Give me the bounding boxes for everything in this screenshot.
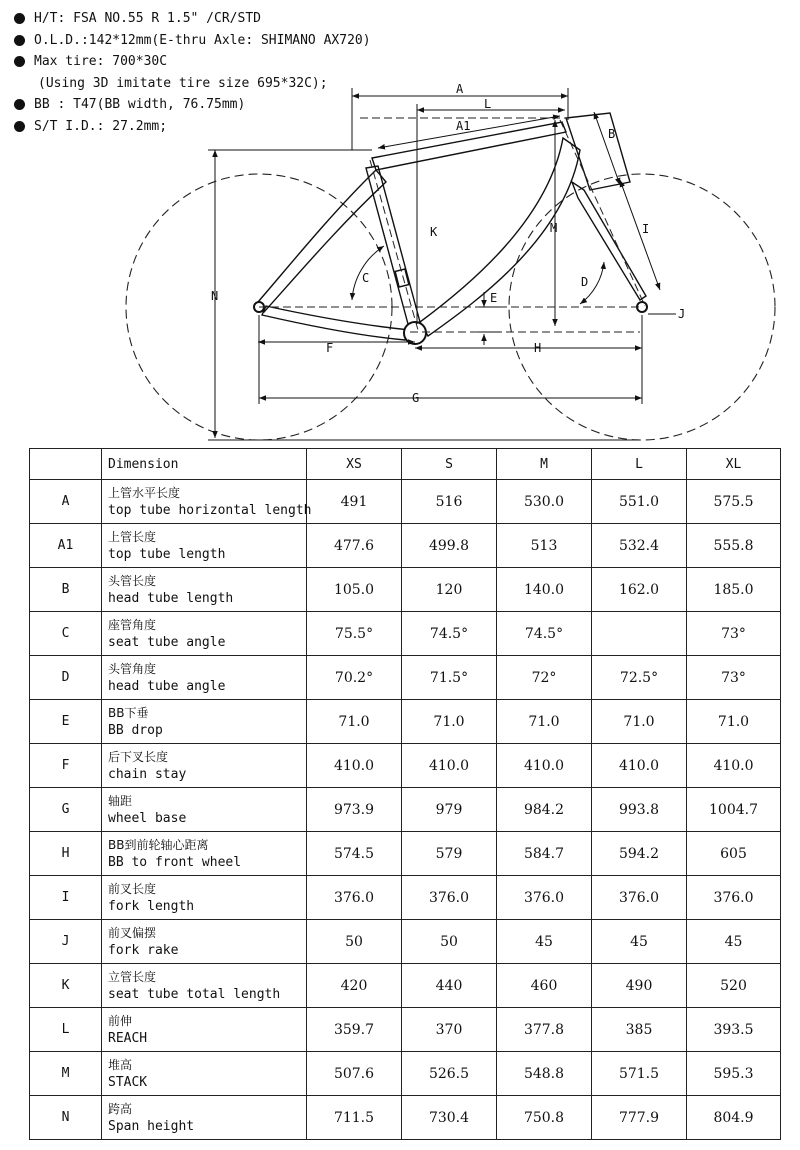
size-value: 516 — [402, 480, 497, 524]
dimension-code: N — [30, 1096, 102, 1140]
dimension-name-en: REACH — [108, 1030, 148, 1046]
label-C: C — [362, 271, 370, 285]
size-value: 120 — [402, 568, 497, 612]
bike-frame — [258, 113, 646, 340]
dimension-name-en: seat tube total length — [108, 986, 281, 1002]
size-value: 377.8 — [497, 1008, 592, 1052]
dimension-code: I — [30, 876, 102, 920]
size-value: 548.8 — [497, 1052, 592, 1096]
size-value: 45 — [592, 920, 687, 964]
dimension-name-zh: 前叉偏摆 — [108, 925, 157, 940]
dimension-code: A — [30, 480, 102, 524]
size-value: 979 — [402, 788, 497, 832]
size-value: 574.5 — [307, 832, 402, 876]
size-value: 993.8 — [592, 788, 687, 832]
size-value: 491 — [307, 480, 402, 524]
size-value: 185.0 — [687, 568, 781, 612]
dimension-code: K — [30, 964, 102, 1008]
size-value: 410.0 — [402, 744, 497, 788]
size-value: 393.5 — [687, 1008, 781, 1052]
size-value: 730.4 — [402, 1096, 497, 1140]
label-N: N — [211, 289, 219, 303]
dimension-code: A1 — [30, 524, 102, 568]
size-value: 555.8 — [687, 524, 781, 568]
size-value: 50 — [307, 920, 402, 964]
label-A1: A1 — [456, 119, 471, 133]
bottom-bracket — [404, 322, 426, 344]
size-value: 71.0 — [687, 700, 781, 744]
label-F: F — [326, 341, 334, 355]
size-value: 74.5° — [497, 612, 592, 656]
size-value: 162.0 — [592, 568, 687, 612]
size-value: 420 — [307, 964, 402, 1008]
dimension-name-en: wheel base — [108, 810, 187, 826]
label-J: J — [678, 307, 686, 321]
spec-text: (Using 3D imitate tire size 695*32C); — [38, 75, 328, 91]
header-cell — [30, 449, 102, 480]
size-value: 551.0 — [592, 480, 687, 524]
header-cell: Dimension — [102, 449, 307, 480]
dimension-name — [102, 920, 307, 964]
size-value: 140.0 — [497, 568, 592, 612]
dimension-name-en: BB to front wheel — [108, 854, 242, 870]
size-value: 410.0 — [687, 744, 781, 788]
size-value: 376.0 — [307, 876, 402, 920]
size-value: 490 — [592, 964, 687, 1008]
dimension-name — [102, 480, 312, 524]
dimension-code: J — [30, 920, 102, 964]
size-value: 376.0 — [687, 876, 781, 920]
dimension-name — [102, 524, 307, 568]
dimension-code: E — [30, 700, 102, 744]
dimension-name-zh: 立管长度 — [108, 969, 157, 984]
table-row — [30, 876, 781, 920]
dimension-name-en: head tube angle — [108, 678, 226, 694]
dimension-name-zh: 前叉长度 — [108, 881, 157, 896]
dimension-code: D — [30, 656, 102, 700]
dimension-name-en: fork rake — [108, 942, 179, 958]
dimension-name-zh: 轴距 — [108, 793, 133, 808]
dimension-name-zh: 后下叉长度 — [108, 749, 169, 764]
size-value: 594.2 — [592, 832, 687, 876]
dimension-lines — [208, 88, 676, 440]
dimension-code: L — [30, 1008, 102, 1052]
size-value: 530.0 — [497, 480, 592, 524]
size-value: 507.6 — [307, 1052, 402, 1096]
size-value: 579 — [402, 832, 497, 876]
size-value: 804.9 — [687, 1096, 781, 1140]
size-value: 440 — [402, 964, 497, 1008]
label-G: G — [412, 391, 420, 405]
size-value: 513 — [497, 524, 592, 568]
dimension-name-en: STACK — [108, 1074, 148, 1090]
size-value: 526.5 — [402, 1052, 497, 1096]
dimension-labels — [211, 82, 685, 405]
dimension-code: H — [30, 832, 102, 876]
size-value: 73° — [687, 612, 781, 656]
size-value: 410.0 — [592, 744, 687, 788]
size-value: 477.6 — [307, 524, 402, 568]
spec-text: O.L.D.:142*12mm(E-thru Axle: SHIMANO AX720) — [34, 32, 371, 48]
table-row — [30, 832, 781, 876]
table-row — [30, 744, 781, 788]
size-value: 105.0 — [307, 568, 402, 612]
header-cell: M — [497, 449, 592, 480]
size-value: 385 — [592, 1008, 687, 1052]
dimension-name-zh: 跨高 — [108, 1101, 133, 1116]
dimension-code: C — [30, 612, 102, 656]
dimension-name-zh: 头管角度 — [108, 661, 157, 676]
size-value: 605 — [687, 832, 781, 876]
size-value: 376.0 — [402, 876, 497, 920]
size-value: 376.0 — [497, 876, 592, 920]
size-value: 1004.7 — [687, 788, 781, 832]
size-value: 499.8 — [402, 524, 497, 568]
size-value: 984.2 — [497, 788, 592, 832]
dimension-name-zh: 上管水平长度 — [108, 485, 181, 500]
dimension-name-en: top tube horizontal length — [108, 502, 312, 518]
size-value: 74.5° — [402, 612, 497, 656]
dimension-name — [102, 612, 307, 656]
header-cell: XS — [307, 449, 402, 480]
table-row — [30, 568, 781, 612]
table-row — [30, 1096, 781, 1140]
label-M: M — [550, 221, 558, 235]
header-cell: XL — [687, 449, 781, 480]
size-value: 71.0 — [497, 700, 592, 744]
size-value: 73° — [687, 656, 781, 700]
label-H: H — [534, 341, 542, 355]
dimension-name — [102, 1096, 307, 1140]
size-value: 370 — [402, 1008, 497, 1052]
size-value: 376.0 — [592, 876, 687, 920]
dimension-name-zh: 上管长度 — [108, 529, 157, 544]
dimension-code: B — [30, 568, 102, 612]
table-row — [30, 920, 781, 964]
dimension-name-en: chain stay — [108, 766, 187, 782]
dimension-name — [102, 876, 307, 920]
dimension-name-en: head tube length — [108, 590, 234, 606]
dimension-name-en: Span height — [108, 1118, 195, 1134]
size-value: 584.7 — [497, 832, 592, 876]
spec-text: BB : T47(BB width, 76.75mm) — [34, 97, 246, 112]
dimension-name — [102, 656, 307, 700]
dimension-name-en: top tube length — [108, 546, 226, 562]
size-value: 532.4 — [592, 524, 687, 568]
dimension-name — [102, 744, 307, 788]
size-value: 973.9 — [307, 788, 402, 832]
label-A: A — [456, 82, 464, 96]
size-value: 575.5 — [687, 480, 781, 524]
dimension-name-en: fork length — [108, 898, 195, 914]
size-value: 711.5 — [307, 1096, 402, 1140]
dimension-name — [102, 1052, 307, 1096]
size-value: 71.0 — [307, 700, 402, 744]
size-value: 595.3 — [687, 1052, 781, 1096]
size-value: 71.0 — [402, 700, 497, 744]
dimension-code: M — [30, 1052, 102, 1096]
size-value: 410.0 — [307, 744, 402, 788]
size-value: 520 — [687, 964, 781, 1008]
table-row — [30, 656, 781, 700]
label-D: D — [581, 275, 589, 289]
geometry-table — [29, 448, 781, 1140]
dimension-name-zh: BB到前轮轴心距离 — [108, 837, 209, 852]
dimension-name-zh: BB下垂 — [108, 705, 149, 720]
spec-text: H/T: FSA NO.55 R 1.5" /CR/STD — [34, 11, 261, 26]
dimension-name — [102, 1008, 307, 1052]
size-value: 460 — [497, 964, 592, 1008]
size-value: 50 — [402, 920, 497, 964]
dimension-name-zh: 头管长度 — [108, 573, 157, 588]
dimension-name-zh: 堆高 — [108, 1057, 133, 1072]
size-value: 72° — [497, 656, 592, 700]
header-cell: L — [592, 449, 687, 480]
size-value: 71.0 — [592, 700, 687, 744]
header-cell: S — [402, 449, 497, 480]
table-row — [30, 788, 781, 832]
size-value: 359.7 — [307, 1008, 402, 1052]
size-value: 45 — [687, 920, 781, 964]
spec-text: Max tire: 700*30C — [34, 54, 168, 69]
dimension-name-zh: 座管角度 — [108, 617, 157, 632]
dimension-name — [102, 568, 307, 612]
label-B: B — [608, 127, 616, 141]
size-value: 750.8 — [497, 1096, 592, 1140]
dimension-code: G — [30, 788, 102, 832]
size-value: 410.0 — [497, 744, 592, 788]
size-value: 777.9 — [592, 1096, 687, 1140]
size-value: 70.2° — [307, 656, 402, 700]
size-value: 71.5° — [402, 656, 497, 700]
table-row — [30, 1008, 781, 1052]
spec-text: S/T I.D.: 27.2mm; — [34, 118, 168, 134]
table-row — [30, 524, 781, 568]
size-value: 72.5° — [592, 656, 687, 700]
dimension-name — [102, 788, 307, 832]
table-row — [30, 964, 781, 1008]
table-row — [30, 480, 781, 524]
table-row — [30, 700, 781, 744]
dimension-code: F — [30, 744, 102, 788]
label-E: E — [490, 291, 498, 305]
dimension-name — [102, 832, 307, 876]
dimension-name-en: BB drop — [108, 722, 163, 738]
table-row — [30, 1052, 781, 1096]
table-header-row — [30, 449, 781, 480]
label-I: I — [642, 222, 650, 236]
label-K: K — [430, 225, 438, 239]
size-value: 45 — [497, 920, 592, 964]
size-value — [592, 612, 687, 656]
dimension-name-zh: 前伸 — [108, 1013, 133, 1028]
frame-geometry-diagram — [0, 0, 800, 450]
dimension-name — [102, 964, 307, 1008]
table-row — [30, 612, 781, 656]
size-value: 571.5 — [592, 1052, 687, 1096]
label-L: L — [484, 97, 492, 111]
dimension-name-en: seat tube angle — [108, 634, 226, 650]
size-value: 75.5° — [307, 612, 402, 656]
dimension-name — [102, 700, 307, 744]
